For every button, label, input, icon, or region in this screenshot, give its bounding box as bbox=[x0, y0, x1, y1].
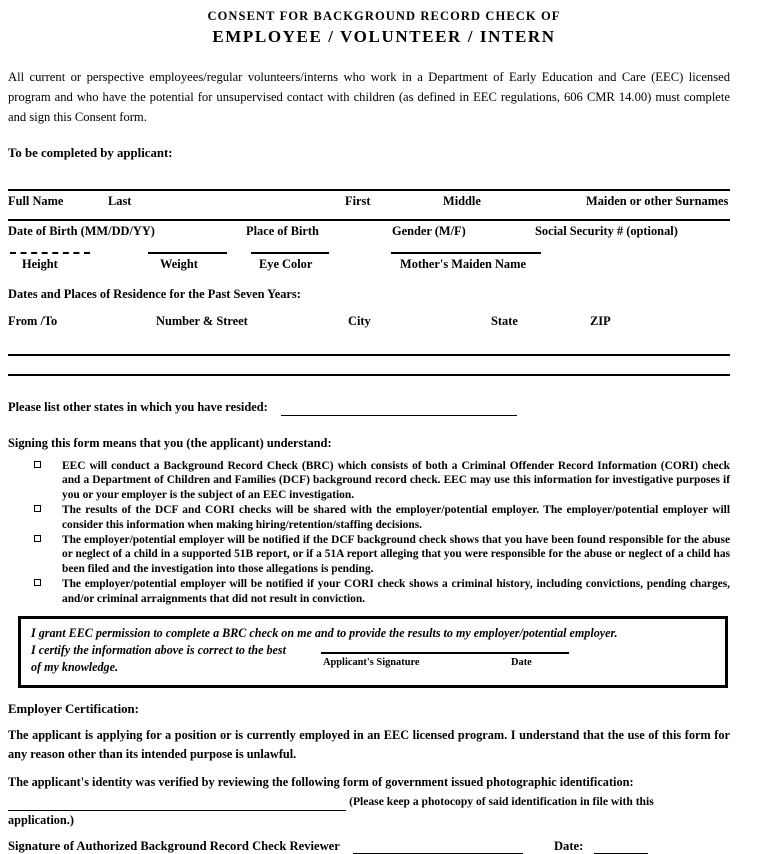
list-item bbox=[28, 459, 730, 502]
label-date-of-birth: Date of Birth (MM/DD/YY) bbox=[8, 224, 155, 238]
label-mothers-maiden: Mother's Maiden Name bbox=[400, 257, 526, 271]
reviewer-signature-row bbox=[8, 839, 768, 854]
checkbox-icon[interactable] bbox=[34, 461, 41, 468]
label-reviewer-date: Date: bbox=[553, 839, 584, 854]
label-signature-date: Date bbox=[511, 657, 532, 669]
height-field-line[interactable] bbox=[10, 252, 90, 254]
weight-field-line[interactable] bbox=[148, 252, 227, 254]
checkbox-icon[interactable] bbox=[34, 505, 41, 512]
physical-attributes-row bbox=[8, 252, 768, 282]
label-other-states: Please list other states in which you have resided: bbox=[8, 400, 268, 414]
employer-paragraph-1: The applicant is applying for a position or is currently employed in an EEC licensed program. I understand that the use of this form for any reason other than its intended purpose is unlawful. bbox=[8, 728, 730, 762]
list-item bbox=[28, 577, 730, 606]
consent-line-3: of my knowledge. bbox=[31, 660, 118, 675]
label-first: First bbox=[345, 194, 371, 208]
residence-rule-1[interactable] bbox=[8, 354, 730, 356]
label-last: Last bbox=[108, 194, 132, 208]
list-item-text: The employer/potential employer will be notified if the DCF background check shows that you have been found responsible for the abuse or neglect of a child in a supported 51B report, or if a 51A report alleging that you were responsible for the abuse or neglect of a child has been filed and the investigation into those allegations is pending. bbox=[62, 534, 730, 575]
employer-paragraph-2 bbox=[8, 773, 730, 830]
checkbox-icon[interactable] bbox=[34, 535, 41, 542]
label-reviewer-signature: Signature of Authorized Background Record Check Reviewer bbox=[8, 839, 340, 854]
signing-bullet-list bbox=[28, 459, 730, 606]
document-title-block bbox=[0, 0, 768, 48]
label-gender: Gender (M/F) bbox=[392, 224, 466, 238]
photocopy-note: (Please keep a photocopy of said identification in file with this bbox=[349, 795, 654, 809]
label-middle: Middle bbox=[443, 194, 481, 208]
label-city: City bbox=[348, 314, 371, 328]
list-item bbox=[28, 503, 730, 532]
application-note: application.) bbox=[8, 813, 74, 828]
consent-statement-box bbox=[18, 616, 728, 688]
label-applicant-signature: Applicant's Signature bbox=[323, 657, 420, 669]
mothers-maiden-field-line[interactable] bbox=[391, 252, 541, 254]
residence-heading: Dates and Places of Residence for the Past Seven Years: bbox=[8, 287, 301, 301]
label-eye-color: Eye Color bbox=[259, 257, 313, 271]
label-full-name: Full Name bbox=[8, 194, 64, 208]
list-item-text: The results of the DCF and CORI checks will be shared with the employer/potential employer. The employer/potential employer will consider this information when making hiring/retention/staffing decisions. bbox=[62, 504, 730, 531]
checkbox-icon[interactable] bbox=[34, 579, 41, 586]
consent-line-1: I grant EEC permission to complete a BRC check on me and to provide the results to my employer/potential employer. bbox=[31, 626, 618, 641]
other-states-input-line[interactable] bbox=[281, 403, 517, 416]
list-item bbox=[28, 533, 730, 576]
applicant-section-heading: To be completed by applicant: bbox=[8, 146, 173, 160]
name-row bbox=[8, 191, 768, 213]
applicant-signature-line[interactable] bbox=[321, 652, 569, 654]
reviewer-date-line[interactable] bbox=[594, 841, 648, 854]
title-line-2: EMPLOYEE / VOLUNTEER / INTERN bbox=[212, 27, 556, 46]
label-zip: ZIP bbox=[590, 314, 611, 328]
label-maiden-surnames: Maiden or other Surnames bbox=[586, 194, 729, 208]
residence-rule-2[interactable] bbox=[8, 374, 730, 376]
residence-row bbox=[8, 311, 768, 333]
label-state: State bbox=[491, 314, 518, 328]
reviewer-signature-line[interactable] bbox=[353, 841, 523, 854]
employer-paragraph-2-text: The applicant's identity was verified by reviewing the following form of government issued photographic identification: bbox=[8, 775, 634, 790]
label-from-to: From /To bbox=[8, 314, 58, 328]
title-line-1: CONSENT FOR BACKGROUND RECORD CHECK OF bbox=[207, 9, 561, 23]
birth-row bbox=[8, 221, 768, 243]
other-states-row bbox=[8, 398, 768, 416]
consent-line-2: I certify the information above is correct to the best bbox=[31, 643, 286, 658]
intro-paragraph: All current or perspective employees/regular volunteers/interns who work in a Department of Early Education and Care (EEC) licensed program and who have the potential for unsupervised contact with children (as defined in EEC regulations, 606 CMR 14.00) must complete and sign this Consent form. bbox=[8, 70, 730, 124]
label-weight: Weight bbox=[160, 257, 198, 271]
list-item-text: The employer/potential employer will be notified if your CORI check shows a criminal history, including convictions, pending charges, and/or criminal arraignments that did not result in conviction. bbox=[62, 578, 730, 605]
eye-color-field-line[interactable] bbox=[251, 252, 329, 254]
label-social-security: Social Security # (optional) bbox=[535, 224, 678, 238]
list-item-text: EEC will conduct a Background Record Check (BRC) which consists of both a Criminal Offender Record Information (CORI) check and a Department of Children and Families (DCF) background record check. EEC may use this information for investigative purposes if you or your employer is the subject of an EEC investigation. bbox=[62, 460, 730, 501]
label-number-street: Number & Street bbox=[156, 314, 248, 328]
label-place-of-birth: Place of Birth bbox=[246, 224, 319, 238]
employer-certification-heading: Employer Certification: bbox=[8, 702, 139, 717]
label-height: Height bbox=[22, 257, 58, 271]
signing-section-heading: Signing this form means that you (the applicant) understand: bbox=[8, 436, 332, 450]
identification-input-line[interactable] bbox=[8, 798, 346, 811]
